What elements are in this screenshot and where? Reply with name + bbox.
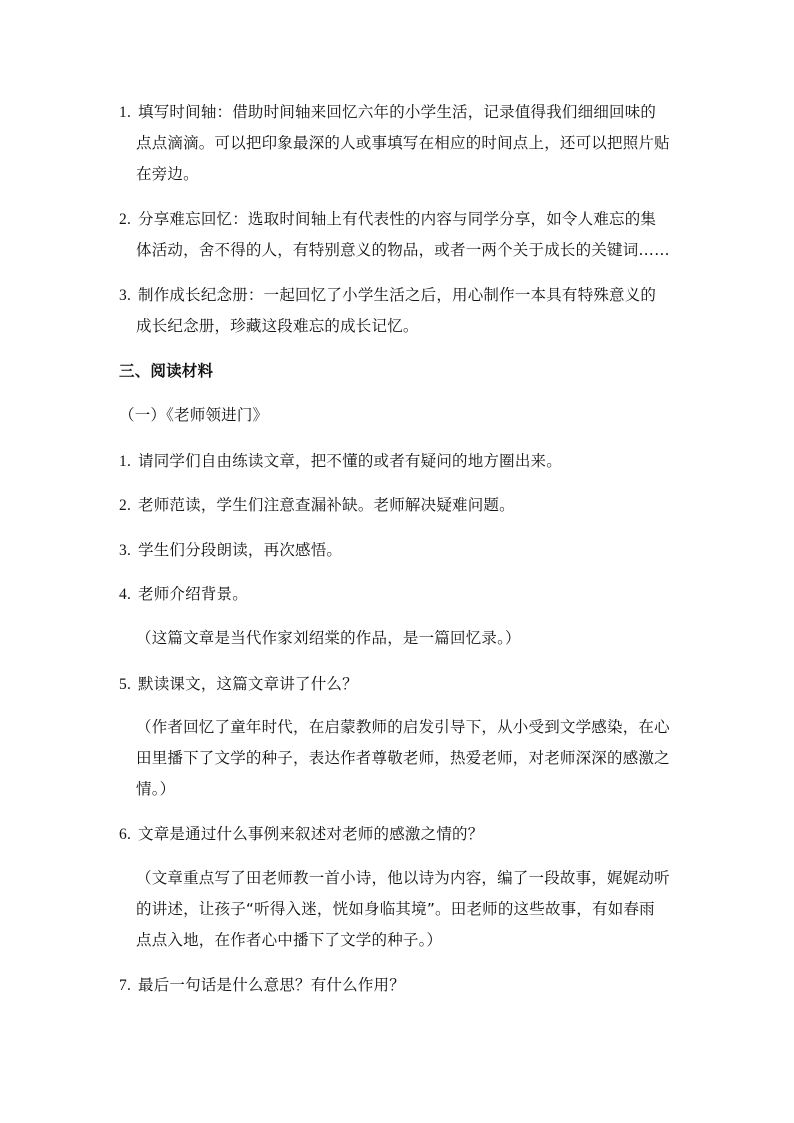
step-1 xyxy=(119,451,562,472)
list-item-1-line-1 xyxy=(119,102,656,123)
step-text: 老师范读，学生们注意查漏补缺。老师解决疑难问题。 xyxy=(138,496,515,514)
list-item-number: 3. xyxy=(119,287,132,304)
list-item-1-line-3: 在旁边。 xyxy=(136,165,199,183)
step-3 xyxy=(119,540,342,561)
list-item-text: 填写时间轴：借助时间轴来回忆六年的小学生活，记录值得我们细细回味的 xyxy=(138,103,657,121)
list-item-1-line-2: 点点滴滴。可以把印象最深的人或事填写在相应的时间点上，还可以把照片贴 xyxy=(136,134,670,152)
step-number: 7. xyxy=(119,977,132,994)
step-7 xyxy=(119,975,405,996)
section-heading: 三、阅读材料 xyxy=(119,362,214,380)
step-6 xyxy=(119,824,483,845)
step-number: 1. xyxy=(119,453,132,470)
answer-5-line-1: （作者回忆了童年时代，在启蒙教师的启发引导下，从小受到文学感染，在心 xyxy=(136,718,670,736)
list-item-number: 1. xyxy=(119,104,132,121)
list-item-2-line-2: 体活动，舍不得的人，有特别意义的物品，或者一两个关于成长的关键词…… xyxy=(136,241,670,259)
step-number: 2. xyxy=(119,497,132,514)
step-number: 4. xyxy=(119,586,132,603)
list-item-text: 制作成长纪念册：一起回忆了小学生活之后，用心制作一本具有特殊意义的 xyxy=(138,286,657,304)
step-text: 请同学们自由练读文章，把不懂的或者有疑问的地方圈出来。 xyxy=(138,452,562,470)
step-number: 5. xyxy=(119,676,132,693)
step-number: 3. xyxy=(119,542,132,559)
list-item-number: 2. xyxy=(119,211,132,228)
step-text: 老师介绍背景。 xyxy=(138,585,248,603)
answer-6-line-3: 点点入地，在作者心中播下了文学的种子。） xyxy=(136,931,443,949)
list-item-text: 分享难忘回忆：选取时间轴上有代表性的内容与同学分享，如令人难忘的集 xyxy=(138,210,657,228)
list-item-2-line-1 xyxy=(119,209,656,230)
answer-5-line-3: 情。） xyxy=(136,780,176,798)
step-text: 文章是通过什么事例来叙述对老师的感激之情的？ xyxy=(138,825,484,843)
subsection-title: （一）《老师领进门》 xyxy=(119,406,269,424)
step-4-note: （这篇文章是当代作家刘绍棠的作品，是一篇回忆录。） xyxy=(136,629,521,647)
list-item-3-line-2: 成长纪念册，珍藏这段难忘的成长记忆。 xyxy=(136,317,419,335)
step-number: 6. xyxy=(119,826,132,843)
step-text: 最后一句话是什么意思？有什么作用？ xyxy=(138,976,405,994)
step-text: 学生们分段朗读，再次感悟。 xyxy=(138,541,343,559)
step-2 xyxy=(119,495,515,516)
step-4 xyxy=(119,584,248,605)
answer-6-line-2: 的讲述，让孩子“听得入迷，恍如身临其境”。田老师的这些故事，有如春雨 xyxy=(136,900,655,918)
answer-6-line-1: （文章重点写了田老师教一首小诗，他以诗为内容，编了一段故事，娓娓动听 xyxy=(136,869,670,887)
list-item-3-line-1 xyxy=(119,285,656,306)
step-text: 默读课文，这篇文章讲了什么？ xyxy=(138,675,358,693)
step-5 xyxy=(119,674,358,695)
answer-5-line-2: 田里播下了文学的种子，表达作者尊敬老师，热爱老师，对老师深深的感激之 xyxy=(136,749,670,767)
